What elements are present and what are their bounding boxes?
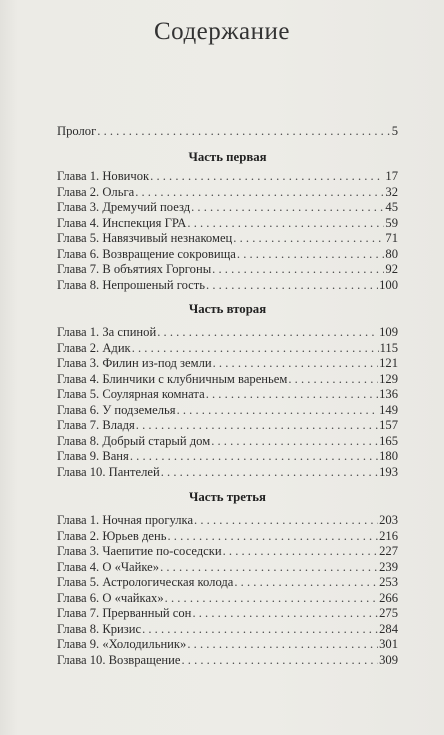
leader-dots [181, 653, 378, 669]
toc-entry-page: 45 [385, 200, 398, 214]
toc-entry-label: Глава 8. Непрошеный гость [57, 277, 206, 292]
toc-entry-label: Глава 3. Чаепитие по-соседски [57, 544, 222, 558]
toc-entry [57, 325, 398, 341]
leader-dots [211, 434, 378, 450]
toc-entry-page: 121 [379, 356, 398, 370]
toc-entry [57, 622, 398, 638]
leader-dots [136, 418, 378, 434]
toc-entry [57, 434, 398, 450]
toc-entry [57, 544, 398, 560]
toc-entry [57, 606, 398, 622]
toc-entry-label: Глава 5. Соулярная комната [57, 387, 205, 401]
toc-entry-label: Глава 3. Дремучий поезд [57, 200, 191, 214]
toc-entry-label: Глава 8. Кризис [57, 621, 142, 636]
toc-entry [57, 231, 398, 247]
toc-entry-page: 109 [379, 325, 398, 339]
toc-entry-page: 129 [379, 371, 398, 386]
toc-entry-page: 193 [379, 464, 398, 479]
toc-entry-page: 71 [385, 231, 398, 245]
toc-entry-label: Глава 6. У подземелья [57, 402, 176, 417]
toc-entry [57, 124, 398, 140]
toc-entry-page: 17 [385, 169, 398, 183]
toc-entry [57, 169, 398, 185]
toc-entry-page: 80 [385, 246, 398, 261]
toc-entry-page: 203 [379, 513, 398, 527]
toc-entry-label: Глава 2. Юрьев день [57, 528, 167, 543]
toc-entry-label: Глава 4. О «Чайке» [57, 559, 160, 574]
toc-entry-label: Глава 9. Ваня [57, 449, 129, 463]
toc-entry [57, 387, 398, 403]
leader-dots [233, 231, 384, 247]
leader-dots [160, 560, 378, 576]
toc-entry [57, 341, 398, 357]
toc-entry-label: Глава 4. Блинчики с клубничным вареньем [57, 371, 288, 386]
leader-dots [234, 575, 378, 591]
toc-entry [57, 591, 398, 607]
leader-dots [192, 606, 378, 622]
toc-entry [57, 356, 398, 372]
leader-dots [206, 278, 378, 294]
toc-entry-label: Глава 9. «Холодильник» [57, 637, 187, 651]
toc-entry-label: Глава 6. Возвращение сокровища [57, 246, 236, 261]
toc-entry-label: Глава 1. Ночная прогулка [57, 513, 194, 527]
toc-entry-page: 227 [379, 544, 398, 558]
toc-entry-label: Глава 8. Добрый старый дом [57, 433, 211, 448]
leader-dots [206, 387, 378, 403]
toc-entry [57, 560, 398, 576]
leader-dots [177, 403, 379, 419]
toc-entry [57, 653, 398, 669]
toc-entry [57, 513, 398, 529]
toc-prologue [57, 124, 398, 140]
toc-part-3 [57, 489, 398, 668]
toc-entry [57, 529, 398, 545]
leader-dots [191, 200, 384, 216]
toc-entry [57, 575, 398, 591]
leader-dots [157, 325, 378, 341]
toc-entry-label: Глава 1. За спиной [57, 325, 157, 339]
toc-entry [57, 372, 398, 388]
toc-entry-page: 253 [379, 575, 398, 589]
toc-entry-page: 136 [379, 387, 398, 401]
toc-entry-page: 115 [379, 340, 398, 355]
toc-entry-page: 275 [379, 606, 398, 620]
leader-dots [187, 637, 378, 653]
leader-dots [161, 465, 378, 481]
toc-entry-label: Глава 7. В объятиях Горгоны [57, 262, 212, 276]
toc-entry-page: 32 [385, 184, 398, 199]
toc-entry [57, 247, 398, 263]
toc-entry-label: Глава 6. О «чайках» [57, 590, 164, 605]
leader-dots [150, 169, 384, 185]
toc-entry [57, 278, 398, 294]
toc-entry-label: Глава 7. Владя [57, 418, 135, 432]
leader-dots [187, 216, 384, 232]
leader-dots [132, 341, 379, 357]
part-title: Часть первая [188, 150, 267, 164]
toc-entry [57, 185, 398, 201]
toc-entry-page: 149 [379, 402, 398, 417]
toc-entry [57, 262, 398, 278]
part-title: Часть третья [189, 490, 266, 504]
toc-entry-page: 59 [385, 215, 398, 230]
toc-entry-label: Глава 4. Инспекция ГРА [57, 215, 187, 230]
leader-dots [142, 622, 378, 638]
toc-part-2 [57, 301, 398, 480]
toc-part-1 [57, 149, 398, 293]
toc-entry-label: Глава 7. Прерванный сон [57, 606, 192, 620]
toc-entry-page: 165 [379, 433, 398, 448]
toc-entry-label: Глава 3. Филин из-под земли [57, 356, 212, 370]
toc-entry-page: 266 [379, 590, 398, 605]
leader-dots [167, 529, 378, 545]
toc-entry [57, 449, 398, 465]
toc-entry [57, 200, 398, 216]
toc-entry [57, 418, 398, 434]
toc-entry-label: Глава 10. Возвращение [57, 652, 181, 667]
leader-dots [194, 513, 378, 529]
toc-entry-page: 309 [379, 652, 398, 667]
part-title: Часть вторая [188, 302, 267, 316]
toc-entry-page: 100 [379, 277, 398, 292]
toc-entry-label: Глава 2. Адик [57, 340, 131, 355]
toc-entry-page: 284 [379, 621, 398, 636]
toc-entry-page: 180 [379, 449, 398, 463]
toc-entry-page: 157 [379, 418, 398, 432]
toc-entry-page: 5 [391, 124, 398, 138]
toc-entry-label: Глава 2. Ольга [57, 184, 135, 199]
leader-dots [213, 356, 378, 372]
toc-entry-label: Глава 1. Новичок [57, 169, 150, 183]
toc-entry-label: Пролог [57, 124, 97, 138]
leader-dots [212, 262, 384, 278]
toc-entry [57, 403, 398, 419]
leader-dots [288, 372, 378, 388]
toc-entry-page: 92 [385, 262, 398, 276]
leader-dots [237, 247, 385, 263]
toc-entry-label: Глава 10. Пантелей [57, 464, 160, 479]
toc-entry [57, 637, 398, 653]
toc-entry-page: 301 [379, 637, 398, 651]
leader-dots [165, 591, 378, 607]
toc-entry [57, 465, 398, 481]
toc-entry-page: 239 [379, 559, 398, 574]
toc-entry-label: Глава 5. Навязчивый незнакомец [57, 231, 233, 245]
toc-entry [57, 216, 398, 232]
leader-dots [130, 449, 378, 465]
page-title: Содержание [154, 18, 290, 45]
leader-dots [223, 544, 379, 560]
toc-entry-label: Глава 5. Астрологическая колода [57, 575, 234, 589]
leader-dots [135, 185, 384, 201]
leader-dots [97, 124, 390, 140]
toc-entry-page: 216 [379, 528, 398, 543]
